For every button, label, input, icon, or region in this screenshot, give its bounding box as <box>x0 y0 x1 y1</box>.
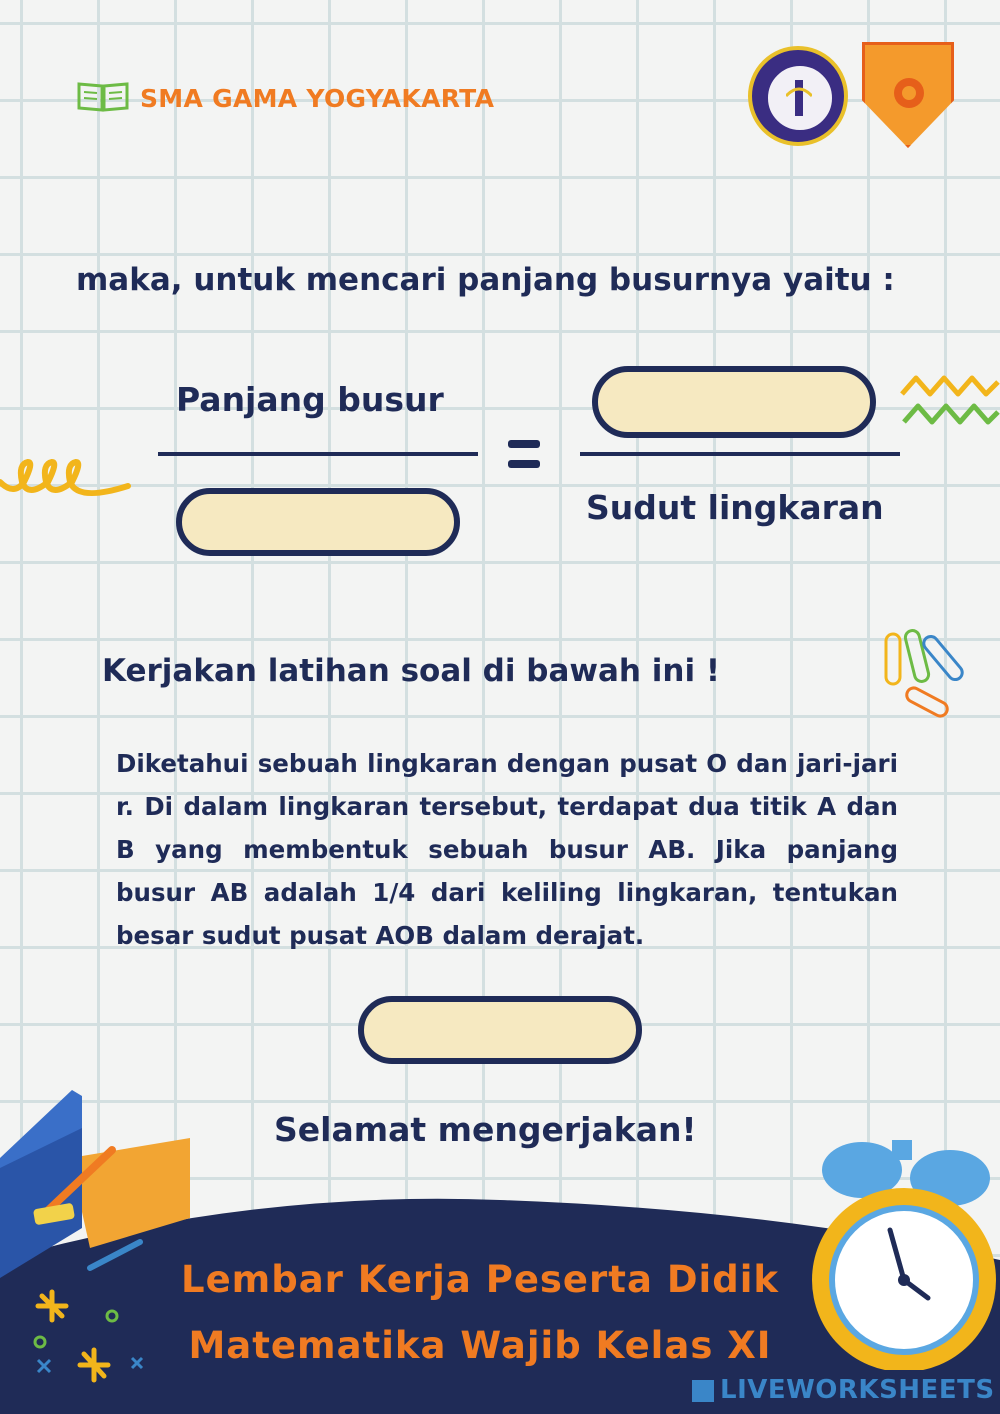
liveworksheets-logo-icon <box>692 1380 714 1402</box>
problem-text: Diketahui sebuah lingkaran dengan pusat O dan jari-jari r. Di dalam lingkaran tersebut, terdapat dua titik A dan B yang membentuk sebuah busur AB. Jika panjang busur AB adalah 1/4 dari keliling lingkaran, tentukan besar sudut pusat AOB dalam derajat. <box>116 749 898 950</box>
paperclip-icon <box>880 626 998 720</box>
answer-box-exercise[interactable] <box>358 996 642 1064</box>
squiggle-decoration <box>0 452 132 512</box>
school-header <box>76 78 494 118</box>
fraction-line-right <box>580 452 900 456</box>
fraction-line-left <box>158 452 478 456</box>
watermark-text: LIVEWORKSHEETS <box>720 1375 995 1405</box>
zigzag-decoration <box>900 366 1000 438</box>
exercise-answer-input[interactable] <box>364 1002 640 1060</box>
answer-box-denominator[interactable] <box>176 488 460 556</box>
answer-box-numerator[interactable] <box>592 366 876 438</box>
numerator-label: Panjang busur <box>176 380 444 419</box>
watermark <box>692 1375 995 1405</box>
formula-heading: maka, untuk mencari panjang busurnya yaitu : <box>76 262 895 298</box>
school-name: SMA GAMA YOGYAKARTA <box>140 83 495 113</box>
closing-text: Selamat mengerjakan! <box>274 1110 697 1149</box>
book-icon <box>76 78 130 118</box>
university-logo <box>748 46 848 146</box>
equals-sign <box>508 440 540 470</box>
denominator-input[interactable] <box>182 494 458 552</box>
denominator-label: Sudut lingkaran <box>586 488 884 527</box>
footer-title-line2: Matematika Wajib Kelas XI <box>188 1324 772 1367</box>
numerator-input[interactable] <box>598 372 874 434</box>
exercise-title: Kerjakan latihan soal di bawah ini ! <box>102 653 721 689</box>
footer-title-line1: Lembar Kerja Peserta Didik <box>181 1258 779 1301</box>
school-logo <box>862 42 954 148</box>
